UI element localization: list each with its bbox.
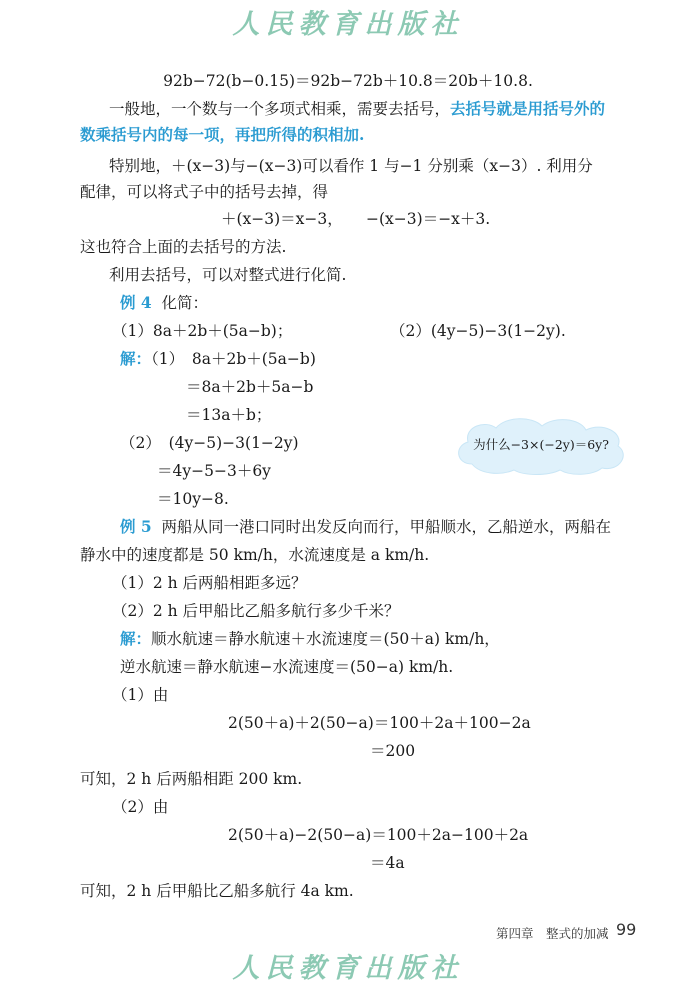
- example-4-heading: [120, 292, 208, 314]
- solution-5-part-1-label: （1）由: [112, 686, 169, 704]
- example-5-line-1: [120, 516, 611, 538]
- rule-highlight-b: 数乘括号内的每一项，再把所得的积相加.: [80, 125, 365, 144]
- example-5-text: 两船从同一港口同时出发反向而行，甲船顺水，乙船逆水，两船在: [161, 518, 612, 536]
- example-5-question-1: （1）2 h 后两船相距多远？: [112, 574, 307, 592]
- solution-4-line-1: [120, 348, 316, 370]
- solution-4-expr-1: （1） 8a＋2b＋(5a−b): [151, 350, 316, 368]
- paragraph-2-line-2: 配律，可以将式子中的括号去掉，得: [80, 183, 329, 201]
- solution-5-label: 解：: [120, 629, 152, 648]
- example-4-question-1: （1）8a＋2b＋(5a−b)；: [112, 322, 293, 340]
- paragraph-4: 利用去括号，可以对整式进行化简.: [109, 266, 347, 284]
- paragraph-3: 这也符合上面的去括号的方法.: [80, 238, 287, 256]
- publisher-footer: 人民教育出版社: [232, 953, 464, 984]
- page-number: 99: [616, 920, 637, 939]
- paragraph-1-start: 一般地，一个数与一个多项式相乘，需要去括号，: [109, 100, 451, 118]
- example-4-question-2: （2）(4y−5)−3(1−2y).: [390, 322, 566, 340]
- cloud-question: 为什么−3×(−2y)＝6y?: [473, 437, 609, 452]
- equation-top: 92b−72(b−0.15)＝92b−72b＋10.8＝20b＋10.8.: [163, 72, 533, 90]
- paragraph-2-line-1: 特别地，＋(x−3)与−(x−3)可以看作 1 与−1 分别乘（x−3）. 利用分: [109, 157, 593, 175]
- solution-5-part-2-result: ＝4a: [370, 854, 405, 872]
- solution-5-part-2-label: （2）由: [112, 798, 169, 816]
- solution-5-part-2-equation: 2(50＋a)−2(50−a)＝100＋2a−100＋2a: [228, 826, 529, 844]
- example-5-label: 例 5: [120, 517, 152, 536]
- example-5-question-2: （2）2 h 后甲船比乙船多航行多少千米？: [112, 602, 400, 620]
- example-4-label: 例 4: [120, 293, 152, 312]
- solution-4-part-2-line-1: （2） (4y−5)−3(1−2y): [120, 434, 299, 452]
- solution-5-part-1-equation: 2(50＋a)＋2(50−a)＝100＋2a＋100−2a: [228, 714, 531, 732]
- solution-5-line-1: [120, 628, 500, 650]
- solution-4-line-3: ＝13a＋b；: [186, 406, 272, 424]
- example-5-line-2: 静水中的速度都是 50 km/h，水流速度是 a km/h.: [80, 546, 430, 564]
- solution-5-line-2: 逆水航速＝静水航速−水流速度＝(50−a) km/h.: [120, 658, 454, 676]
- solution-5-text: 顺水航速＝静水航速＋水流速度＝(50＋a) km/h，: [151, 630, 500, 648]
- publisher-header: 人民教育出版社: [232, 9, 464, 40]
- paragraph-1: [109, 98, 605, 120]
- equation-sign-rule: ＋(x−3)＝x−3， −(x−3)＝−x＋3.: [221, 210, 491, 228]
- solution-4-line-2: ＝8a＋2b＋5a−b: [186, 378, 314, 396]
- solution-5-part-2-conclusion: 可知，2 h 后甲船比乙船多航行 4a km.: [80, 882, 354, 900]
- solution-4-part-2-line-3: ＝10y−8.: [157, 490, 229, 508]
- solution-4-part-2-line-2: ＝4y−5−3＋6y: [157, 462, 271, 480]
- solution-5-part-1-conclusion: 可知，2 h 后两船相距 200 km.: [80, 770, 303, 788]
- thought-cloud: [452, 414, 630, 476]
- example-4-text: 化简：: [161, 294, 209, 312]
- solution-label: 解：: [120, 349, 152, 368]
- chapter-title: 第四章 整式的加减: [496, 926, 609, 941]
- rule-highlight-a: 去括号就是用括号外的: [450, 99, 606, 118]
- solution-5-part-1-result: ＝200: [370, 742, 416, 760]
